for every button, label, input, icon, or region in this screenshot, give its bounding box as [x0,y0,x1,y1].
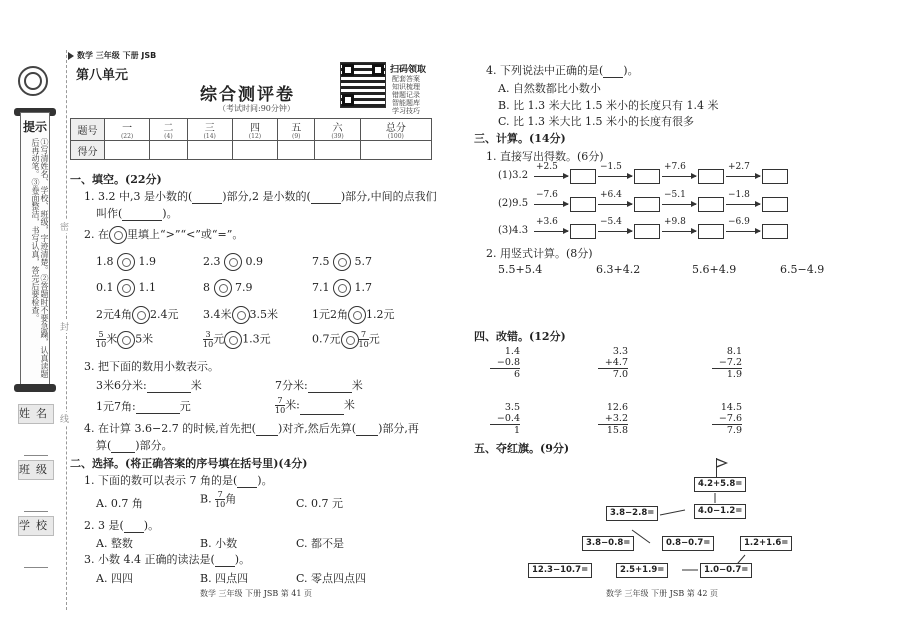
section-2-title: 二、选择。(将正确答案的序号填在括号里)(4分) [70,457,308,470]
score-col-total: 总分 (100) [360,119,431,141]
compare-item: 1.8 1.9 [96,253,156,271]
option-b[interactable]: B. 四点四 [200,572,249,585]
compare-item: 0.7元 $\frac{7}{10}$ 元 [312,330,380,349]
tip-text: ①写清姓名、学校、班级，字迹清楚。②答题时不要急躁，认真读题后再动笔。③卷面整洁，书写认真，答完后要检查。 [31,138,49,378]
chain-answer-box[interactable] [698,224,724,239]
flag-step[interactable]: 1.0−0.7= [700,563,752,578]
flag-step[interactable]: 0.8−0.7= [662,536,714,551]
footer-right: 数学 三年级 下册 JSB 第 42 页 [606,589,719,598]
score-cell[interactable] [105,141,150,160]
chain-start: (2)9.5 [498,198,529,209]
score-col-2: 二 (4) [150,119,187,141]
answer-blank[interactable] [136,413,180,414]
qr-item: 智能题库 [392,99,420,107]
chain-op: −1.5 [600,162,622,172]
option-b[interactable]: B. 比 1.3 米大比 1.5 米小的长度只有 1.4 米 [498,99,719,112]
convert-item: 7分米: 米 [275,379,363,392]
chain-op: +2.7 [728,162,750,172]
answer-blank[interactable] [124,532,144,533]
flower-answer[interactable] [341,331,359,349]
score-col-1: 一 (22) [105,119,150,141]
answer-blank[interactable] [147,392,191,393]
answer-blank[interactable] [356,435,378,436]
fix-calc[interactable]: 3.5 −0.4 1 [490,402,520,436]
arrow-icon [598,231,632,232]
answer-blank[interactable] [237,487,257,488]
chain-answer-box[interactable] [762,169,788,184]
chain-op: +6.4 [600,190,622,200]
option-a[interactable]: A. 自然数都比小数小 [498,82,601,95]
option-a[interactable]: A. 整数 [96,537,133,550]
name-label: 姓名 [18,404,54,424]
option-a[interactable]: A. 四四 [96,572,133,585]
convert-item: $\frac{7}{10}$ 米: 米 [275,396,355,415]
section-1-title: 一、填空。(22分) [70,173,162,186]
chain-op: −1.8 [728,190,750,200]
flag-step[interactable]: 4.0−1.2= [694,504,746,519]
section-4-title: 四、改错。(12分) [474,330,566,343]
qr-item: 知识梳理 [392,83,420,91]
chain-op: −5.1 [664,190,686,200]
option-b[interactable]: B. 小数 [200,537,238,550]
logo [18,66,48,96]
seal-char-feng: 封 [60,320,69,333]
flag-inner [717,460,725,466]
question-1-3: 3. 把下面的数用小数表示。 [84,360,219,373]
top-tag-text: 数学 三年级 下册 JSB [77,51,157,60]
vertical-calc-item: 6.3+4.2 [596,263,641,276]
arrow-icon [726,231,760,232]
flower-answer[interactable] [214,279,232,297]
compare-item: 8 7.9 [203,279,253,297]
chain-op: +9.8 [664,217,686,227]
name-field[interactable] [24,426,48,456]
score-table [70,118,432,160]
flower-answer[interactable] [224,253,242,271]
answer-blank[interactable] [192,203,222,204]
vertical-calc-item: 6.5−4.9 [780,263,825,276]
chain-answer-box[interactable] [634,197,660,212]
chain-answer-box[interactable] [570,169,596,184]
fix-calc[interactable]: 8.1 −7.2 1.9 [712,346,742,380]
flower-answer[interactable] [117,279,135,297]
score-col-3: 三 (14) [187,119,232,141]
flag-step[interactable]: 1.2+1.6= [740,536,792,551]
flower-answer[interactable] [348,306,366,324]
compare-item: 7.1 1.7 [312,279,372,297]
arrow-icon [534,204,568,205]
question-2-3: 3. 小数 4.4 正确的读法是( )。 [84,553,251,566]
scroll-bottom-cap [14,384,56,392]
arrow-icon [598,204,632,205]
flag-step[interactable]: 4.2+5.8= [694,477,746,492]
chain-answer-box[interactable] [698,169,724,184]
answer-blank[interactable] [122,220,162,221]
question-1-2: 2. 在 里填上“>”“<”或“=”。 [84,226,243,244]
unit-title: 第八单元 [76,68,129,83]
fix-calc[interactable]: 3.3 +4.7 7.0 [598,346,628,380]
qr-item: 学习技巧 [392,107,420,115]
class-label: 班级 [18,460,54,480]
question-2-2: 2. 3 是( )。 [84,519,160,532]
convert-item: 1元7角: 元 [96,400,191,413]
seal-char-mi: 密 [60,220,69,233]
convert-item: 3米6分米: 米 [96,379,202,392]
flag-step[interactable]: 12.3−10.7= [528,563,592,578]
question-1-1-cont: 叫作( )。 [96,207,178,220]
score-col-4: 四 (12) [232,119,277,141]
chain-op: +7.6 [664,162,686,172]
flag-step[interactable]: 3.8−2.8= [606,506,658,521]
qr-item: 错题记录 [392,91,420,99]
arrow-icon [662,231,696,232]
compare-item: 7.5 5.7 [312,253,372,271]
compare-item: 0.1 1.1 [96,279,156,297]
chain-answer-box[interactable] [634,224,660,239]
exam-time: （考试时间:90分钟） [218,104,295,113]
arrow-icon [662,204,696,205]
vertical-calc-item: 5.6+4.9 [692,263,737,276]
vertical-calc-item: 5.5+5.4 [498,263,543,276]
option-c[interactable]: C. 零点四点四 [296,572,367,585]
answer-blank[interactable] [111,452,135,453]
row-label-score: 得分 [71,141,105,160]
score-cell[interactable] [232,141,277,160]
compare-item: 2.3 0.9 [203,253,263,271]
seal-char-xian: 线 [60,412,69,425]
option-a[interactable]: A. 0.7 角 [96,497,143,510]
compare-item: 3.4米 3.5米 [203,306,278,324]
chain-op: +3.6 [536,217,558,227]
answer-blank[interactable] [256,435,278,436]
chain-answer-box[interactable] [570,197,596,212]
top-tag [68,50,156,61]
score-cell[interactable] [187,141,232,160]
section-3-title: 三、计算。(14分) [474,132,566,145]
arrow-icon [598,176,632,177]
fix-calc[interactable]: 12.6 +3.2 15.8 [598,402,628,436]
chain-start: (1)3.2 [498,170,529,181]
arrow-icon [662,176,696,177]
row-label-question: 题号 [71,119,105,141]
flower-answer[interactable] [333,253,351,271]
tip-title: 提示 [22,120,47,134]
tag-triangle-icon [68,52,74,60]
chain-answer-box[interactable] [698,197,724,212]
question-3-1: 1. 直接写出得数。(6分) [486,150,604,163]
chain-op: +2.5 [536,162,558,172]
flower-answer[interactable] [224,331,242,349]
question-2-4: 4. 下列说法中正确的是( )。 [486,64,639,77]
chain-op: −5.4 [600,217,622,227]
arrow-icon [726,204,760,205]
qr-item: 配套答案 [392,75,420,83]
score-cell[interactable] [278,141,315,160]
qr-title: 扫码领取 [390,65,427,75]
question-1-4: 4. 在计算 3.6−2.7 的时候,首先把( )对齐,然后先算( )部分,再 [84,422,419,435]
question-1-1: 1. 3.2 中,3 是小数的( )部分,2 是小数的( )部分,中间的点我们 [84,190,437,203]
question-3-2: 2. 用竖式计算。(8分) [486,247,593,260]
chain-start: (3)4.3 [498,225,529,236]
question-2-1: 1. 下面的数可以表示 7 角的是( )。 [84,474,273,487]
arrow-icon [726,176,760,177]
flower-answer[interactable] [333,279,351,297]
arrow-icon [534,231,568,232]
question-1-4-cont: 算( )部分。 [96,439,173,452]
chain-answer-box[interactable] [570,224,596,239]
compare-item: 1元2角 1.2元 [312,306,395,324]
fix-calc[interactable]: 1.4 −0.8 6 [490,346,520,380]
compare-item: $\frac{5}{10}$ 米 5米 [96,330,154,349]
compare-item: $\frac{3}{10}$ 元 1.3元 [203,330,271,349]
answer-blank[interactable] [308,392,352,393]
answer-blank[interactable] [215,566,235,567]
flower-answer[interactable] [117,331,135,349]
flower-answer[interactable] [132,306,150,324]
flower-answer[interactable] [117,253,135,271]
chain-answer-box[interactable] [762,197,788,212]
chain-op: −6.9 [728,217,750,227]
page-title: 综合测评卷 [200,85,295,105]
flag-step[interactable]: 3.8−0.8= [582,536,634,551]
score-col-5: 五 (9) [278,119,315,141]
score-cell[interactable] [315,141,360,160]
chain-op: −7.6 [536,190,558,200]
score-cell[interactable] [360,141,431,160]
footer-left: 数学 三年级 下册 JSB 第 41 页 [200,589,313,598]
school-label: 学校 [18,516,54,536]
class-field[interactable] [24,482,48,512]
answer-blank[interactable] [300,414,344,415]
flower-answer[interactable] [232,306,250,324]
chain-answer-box[interactable] [634,169,660,184]
option-c[interactable]: C. 比 1.3 米大比 1.5 米小的长度有很多 [498,115,694,128]
answer-blank[interactable] [603,77,623,78]
option-b[interactable]: B. $\frac{7}{10}$ 角 [200,490,237,509]
flower-icon [109,226,127,244]
score-cell[interactable] [150,141,187,160]
fix-calc[interactable]: 14.5 −7.6 7.9 [712,402,742,436]
score-col-6: 六 (39) [315,119,360,141]
arrow-icon [534,176,568,177]
school-field[interactable] [24,538,48,568]
option-c[interactable]: C. 0.7 元 [296,497,344,510]
option-c[interactable]: C. 都不是 [296,537,345,550]
chain-answer-box[interactable] [762,224,788,239]
compare-item: 2元4角 2.4元 [96,306,179,324]
qr-code-icon[interactable] [340,62,386,108]
section-5-title: 五、夺红旗。(9分) [474,442,570,455]
flag-step[interactable]: 2.5+1.9= [616,563,668,578]
answer-blank[interactable] [311,203,341,204]
